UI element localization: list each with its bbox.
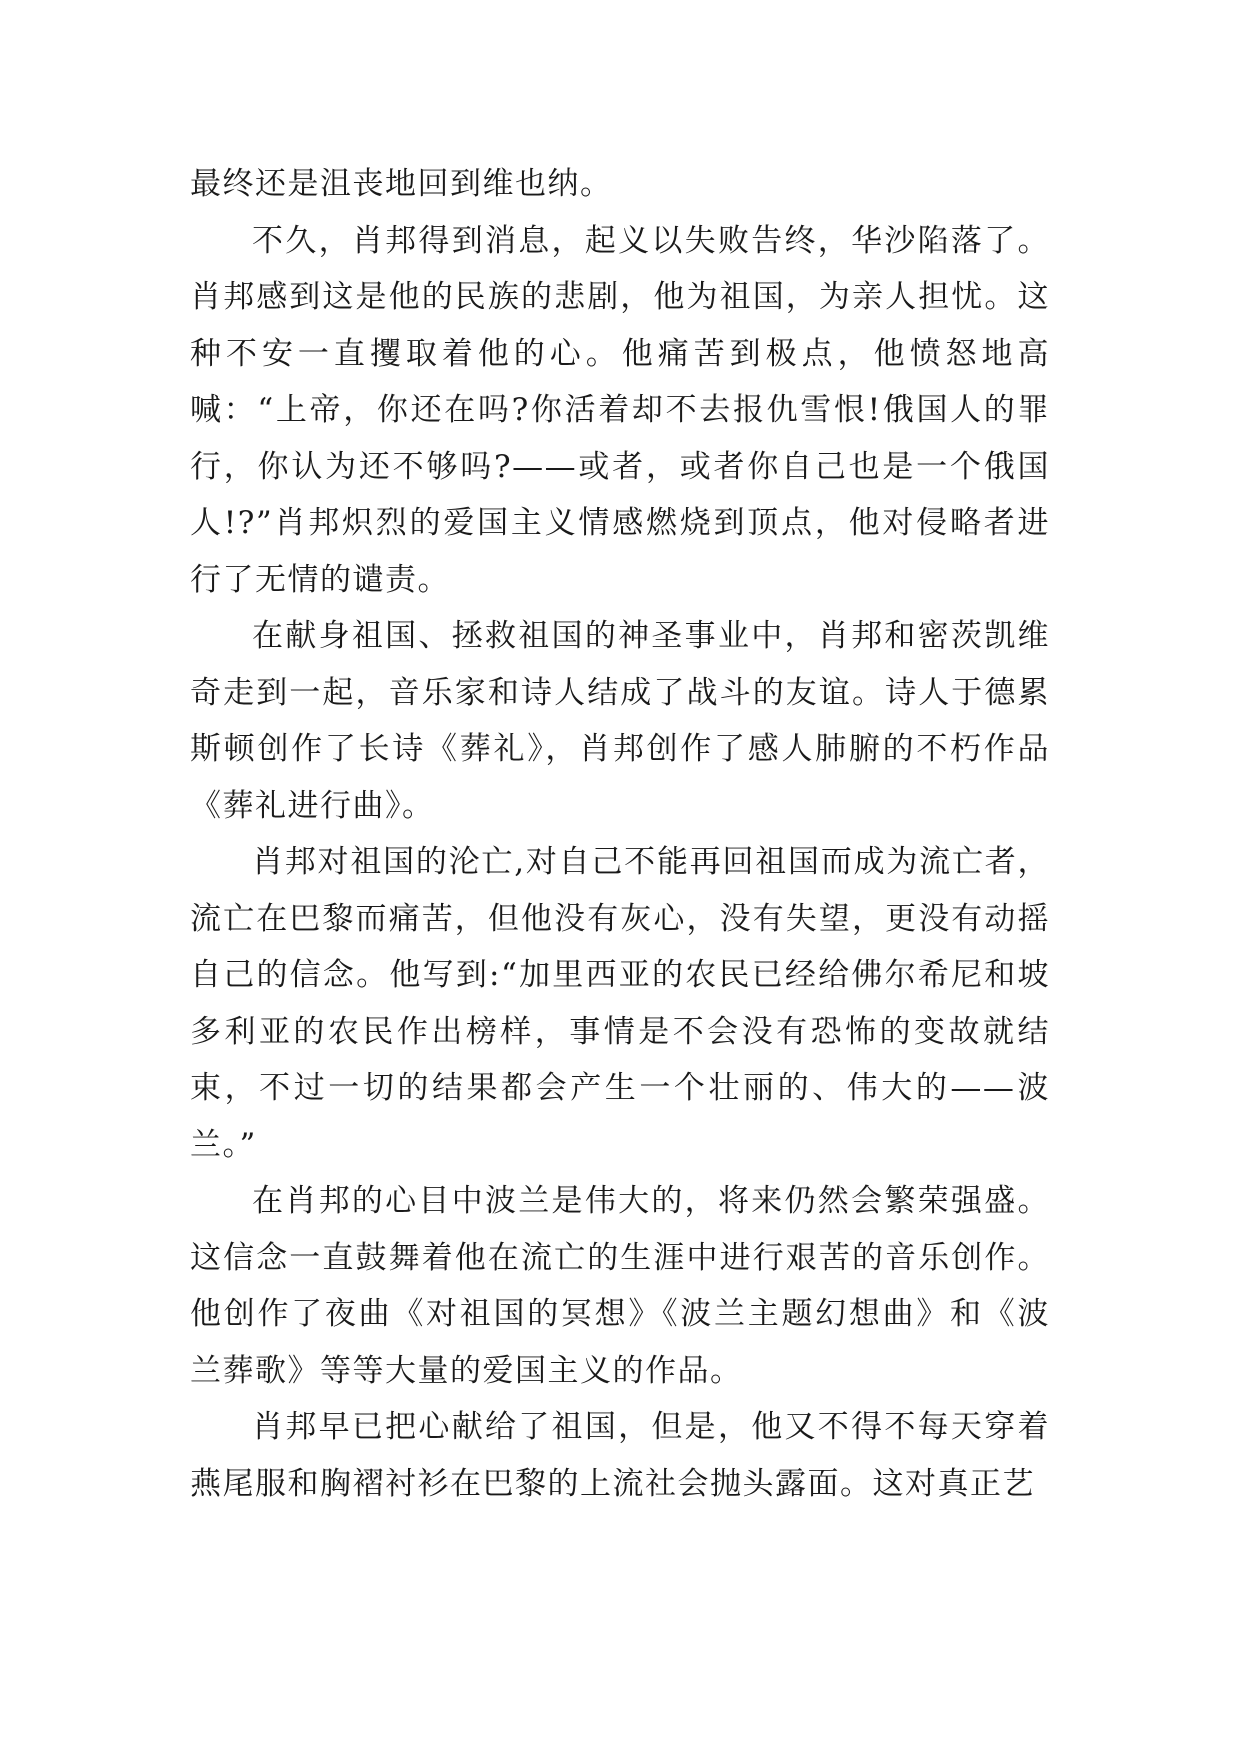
paragraph-6: 肖邦早已把心献给了祖国，但是，他又不得不每天穿着燕尾服和胸褶衬衫在巴黎的上流社会抛头露面。这对真正艺 xyxy=(190,1409,1050,1502)
paragraph-2: 不久，肖邦得到消息，起义以失败告终，华沙陷落了。肖邦感到这是他的民族的悲剧，他为祖国，为亲人担忧。这种不安一直攫取着他的心。他痛苦到极点，他愤怒地高喊：“上帝，你还在吗?你活着却不去报仇雪恨!俄国人的罪行，你认为还不够吗?——或者，或者你自己也是一个俄国人!?”肖邦炽烈的爱国主义情感燃烧到顶点，他对侵略者进行了无情的谴责。 xyxy=(190,222,1050,598)
paragraph-3: 在献身祖国、拯救祖国的神圣事业中，肖邦和密茨凯维奇走到一起，音乐家和诗人结成了战斗的友谊。诗人于德累斯顿创作了长诗《葬礼》，肖邦创作了感人肺腑的不朽作品《葬礼进行曲》。 xyxy=(190,618,1050,824)
paragraph-4: 肖邦对祖国的沦亡,对自己不能再回祖国而成为流亡者，流亡在巴黎而痛苦，但他没有灰心，没有失望，更没有动摇自己的信念。他写到:“加里西亚的农民已经给佛尔希尼和坡多利亚的农民作出榜样，事情是不会没有恐怖的变故就结束，不过一切的结果都会产生一个壮丽的、伟大的——波兰。” xyxy=(190,844,1050,1163)
body-text xyxy=(190,156,1050,1512)
paragraph-5: 在肖邦的心目中波兰是伟大的，将来仍然会繁荣强盛。这信念一直鼓舞着他在流亡的生涯中进行艰苦的音乐创作。他创作了夜曲《对祖国的冥想》《波兰主题幻想曲》和《波兰葬歌》等等大量的爱国主义的作品。 xyxy=(190,1183,1050,1389)
paragraph-1: 最终还是沮丧地回到维也纳。 xyxy=(190,166,613,202)
